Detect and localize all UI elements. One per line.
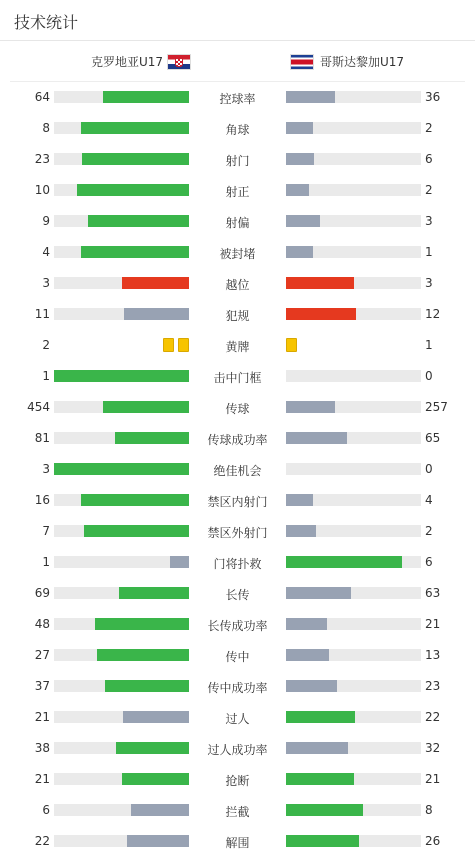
- away-stat-bar: [286, 525, 421, 537]
- away-stat-bar-fill: [286, 494, 313, 506]
- away-stat-value: 0: [425, 462, 433, 476]
- away-stat-value: 63: [425, 586, 441, 600]
- home-stat-value: 48: [34, 617, 50, 631]
- away-stat-bar: [286, 835, 421, 847]
- away-stat-value: 2: [425, 183, 433, 197]
- stat-label: 射门: [225, 154, 250, 168]
- away-stat-bar: [286, 215, 421, 227]
- home-stat-bar: [54, 742, 189, 754]
- stat-row: [0, 361, 475, 392]
- home-stat-value: 6: [42, 803, 50, 817]
- away-stat-value: 13: [425, 648, 441, 662]
- stat-label: 长传: [225, 588, 250, 602]
- home-stat-bar-fill: [103, 401, 189, 413]
- home-team[interactable]: [91, 53, 191, 70]
- home-stat-value: 11: [34, 307, 50, 321]
- away-stat-bar: [286, 463, 421, 475]
- away-stat-value: 0: [425, 369, 433, 383]
- home-stat-bar-fill: [124, 308, 189, 320]
- home-stat-bar: [54, 556, 189, 568]
- stats-list: [0, 82, 475, 857]
- home-stat-value: 1: [42, 369, 50, 383]
- home-stat-bar-fill: [81, 494, 189, 506]
- home-stat-bar-fill: [127, 835, 189, 847]
- away-stat-bar-fill: [286, 835, 359, 847]
- stat-row: [0, 702, 475, 733]
- away-stat-bar-fill: [286, 649, 329, 661]
- home-stat-bar-fill: [54, 463, 189, 475]
- away-stat-value: 2: [425, 524, 433, 538]
- stat-row: [0, 578, 475, 609]
- away-stat-bar-fill: [286, 122, 313, 134]
- teams-header: [10, 41, 465, 81]
- stat-label: 被封堵: [219, 247, 256, 261]
- away-stat-bar-fill: [286, 215, 320, 227]
- stat-row: [0, 144, 475, 175]
- away-stat-value: 21: [425, 617, 441, 631]
- home-stat-bar-fill: [119, 587, 189, 599]
- home-stat-bar: [54, 618, 189, 630]
- away-stat-bar: [286, 432, 421, 444]
- stat-label: 过人成功率: [207, 743, 268, 757]
- away-stat-bar-fill: [286, 91, 335, 103]
- home-stat-bar: [54, 463, 189, 475]
- home-yellow-cards: [163, 338, 189, 352]
- home-stat-bar-fill: [123, 711, 189, 723]
- home-stat-bar: [54, 184, 189, 196]
- away-stat-bar: [286, 618, 421, 630]
- home-stat-value: 27: [34, 648, 50, 662]
- croatia-flag-icon: [167, 54, 191, 70]
- home-stat-bar: [54, 711, 189, 723]
- away-stat-value: 6: [425, 555, 433, 569]
- stat-label: 禁区外射门: [207, 526, 268, 540]
- stat-label: 传中成功率: [207, 681, 268, 695]
- home-stat-bar-fill: [115, 432, 189, 444]
- home-stat-bar: [54, 432, 189, 444]
- stat-row: [0, 733, 475, 764]
- stat-row: [0, 826, 475, 857]
- away-stat-bar: [286, 556, 421, 568]
- away-stat-bar: [286, 122, 421, 134]
- home-stat-value: 7: [42, 524, 50, 538]
- home-stat-bar-fill: [97, 649, 189, 661]
- home-stat-value: 16: [34, 493, 50, 507]
- home-stat-bar: [54, 370, 189, 382]
- away-stat-bar-fill: [286, 153, 314, 165]
- away-stat-bar: [286, 370, 421, 382]
- home-stat-bar-fill: [54, 370, 189, 382]
- home-stat-bar: [54, 246, 189, 258]
- away-stat-value: 23: [425, 679, 441, 693]
- stat-label: 禁区内射门: [207, 495, 268, 509]
- stat-row: [0, 516, 475, 547]
- stat-row: [0, 237, 475, 268]
- away-stat-bar: [286, 277, 421, 289]
- stat-row: [0, 547, 475, 578]
- home-stat-bar-fill: [105, 680, 189, 692]
- away-stat-value: 8: [425, 803, 433, 817]
- page-title: 技术统计: [14, 13, 79, 32]
- home-stat-bar: [54, 308, 189, 320]
- stat-row: [0, 795, 475, 826]
- home-stat-bar-fill: [77, 184, 189, 196]
- away-stat-value: 2: [425, 121, 433, 135]
- stat-row: [0, 423, 475, 454]
- away-stat-bar-fill: [286, 277, 354, 289]
- away-yellow-cards: [286, 338, 297, 352]
- away-stat-bar: [286, 153, 421, 165]
- stat-label: 传球: [225, 402, 250, 416]
- home-stat-bar-fill: [122, 277, 190, 289]
- away-stat-value: 6: [425, 152, 433, 166]
- stat-row: [0, 330, 475, 361]
- away-stat-value: 1: [425, 245, 433, 259]
- costa-rica-flag-icon: [290, 54, 314, 70]
- yellow-card-icon: [178, 338, 189, 352]
- away-stat-value: 22: [425, 710, 441, 724]
- home-stat-value: 3: [42, 462, 50, 476]
- home-stat-value: 81: [34, 431, 50, 445]
- home-stat-value: 3: [42, 276, 50, 290]
- away-stat-value: 3: [425, 276, 433, 290]
- home-stat-bar: [54, 91, 189, 103]
- away-stat-bar: [286, 308, 421, 320]
- stat-row: [0, 485, 475, 516]
- away-team[interactable]: [290, 53, 404, 70]
- away-stat-bar-fill: [286, 308, 356, 320]
- home-stat-value: 4: [42, 245, 50, 259]
- away-stat-bar-fill: [286, 587, 351, 599]
- stat-row: [0, 609, 475, 640]
- stat-label: 击中门框: [213, 371, 262, 385]
- home-stat-bar-fill: [116, 742, 189, 754]
- stat-label: 射偏: [225, 216, 250, 230]
- home-stat-bar-fill: [122, 773, 190, 785]
- yellow-card-icon: [286, 338, 297, 352]
- stat-row: [0, 299, 475, 330]
- away-stat-value: 3: [425, 214, 433, 228]
- stat-label: 传中: [225, 650, 250, 664]
- home-stat-bar: [54, 680, 189, 692]
- away-stat-bar-fill: [286, 525, 316, 537]
- away-stat-value: 36: [425, 90, 441, 104]
- home-stat-value: 21: [34, 710, 50, 724]
- away-stat-bar: [286, 742, 421, 754]
- home-stat-value: 8: [42, 121, 50, 135]
- stat-label: 犯规: [225, 309, 250, 323]
- away-stat-bar: [286, 587, 421, 599]
- stat-row: [0, 82, 475, 113]
- home-stat-bar: [54, 587, 189, 599]
- away-stat-bar-fill: [286, 618, 327, 630]
- stat-row: [0, 113, 475, 144]
- away-stat-value: 21: [425, 772, 441, 786]
- home-stat-value: 23: [34, 152, 50, 166]
- away-stat-bar-fill: [286, 804, 363, 816]
- away-stat-value: 257: [425, 400, 448, 414]
- home-stat-bar-fill: [170, 556, 189, 568]
- home-stat-bar-fill: [81, 246, 189, 258]
- stat-label: 过人: [225, 712, 250, 726]
- home-stat-value: 10: [34, 183, 50, 197]
- home-stat-bar: [54, 773, 189, 785]
- home-stat-value: 1: [42, 555, 50, 569]
- home-stat-bar: [54, 649, 189, 661]
- home-stat-value: 37: [34, 679, 50, 693]
- stat-label: 越位: [225, 278, 250, 292]
- home-stat-bar-fill: [88, 215, 189, 227]
- away-stat-value: 32: [425, 741, 441, 755]
- away-stat-value: 12: [425, 307, 441, 321]
- away-stat-bar-fill: [286, 773, 354, 785]
- home-stat-value: 21: [34, 772, 50, 786]
- stat-row: [0, 640, 475, 671]
- away-stat-bar: [286, 711, 421, 723]
- home-stat-bar: [54, 153, 189, 165]
- away-stat-bar: [286, 246, 421, 258]
- away-stat-bar: [286, 773, 421, 785]
- home-stat-bar-fill: [131, 804, 189, 816]
- stat-label: 门将扑救: [213, 557, 262, 571]
- away-stat-bar-fill: [286, 184, 309, 196]
- stat-row: [0, 454, 475, 485]
- away-stat-value: 1: [425, 338, 433, 352]
- away-stat-value: 65: [425, 431, 441, 445]
- stat-label: 传球成功率: [207, 433, 268, 447]
- away-stat-bar: [286, 184, 421, 196]
- stat-label: 控球率: [219, 92, 256, 106]
- away-stat-bar: [286, 494, 421, 506]
- home-stat-bar: [54, 277, 189, 289]
- stat-row: [0, 764, 475, 795]
- home-stat-bar-fill: [103, 91, 189, 103]
- home-stat-value: 454: [27, 400, 50, 414]
- stat-label: 射正: [225, 185, 250, 199]
- away-stat-bar: [286, 804, 421, 816]
- home-stat-bar: [54, 122, 189, 134]
- stat-label: 解围: [225, 836, 250, 850]
- away-stat-value: 4: [425, 493, 433, 507]
- home-stat-bar: [54, 494, 189, 506]
- away-stat-bar: [286, 401, 421, 413]
- away-stat-bar-fill: [286, 246, 313, 258]
- home-stat-value: 64: [34, 90, 50, 104]
- home-stat-value: 2: [42, 338, 50, 352]
- home-stat-bar: [54, 401, 189, 413]
- stat-row: [0, 671, 475, 702]
- home-stat-bar-fill: [84, 525, 189, 537]
- home-stat-value: 69: [34, 586, 50, 600]
- yellow-card-icon: [163, 338, 174, 352]
- stat-label: 抢断: [225, 774, 250, 788]
- home-stat-bar: [54, 804, 189, 816]
- stat-row: [0, 392, 475, 423]
- away-stat-bar-fill: [286, 742, 348, 754]
- home-stat-value: 22: [34, 834, 50, 848]
- home-stat-bar: [54, 525, 189, 537]
- home-stat-bar-fill: [82, 153, 189, 165]
- home-stat-bar: [54, 835, 189, 847]
- stat-label: 绝佳机会: [213, 464, 262, 478]
- away-stat-bar-fill: [286, 556, 402, 568]
- away-stat-bar-fill: [286, 401, 335, 413]
- home-stat-bar-fill: [95, 618, 190, 630]
- stat-label: 黄牌: [225, 340, 250, 354]
- stat-row: [0, 206, 475, 237]
- stat-label: 拦截: [225, 805, 250, 819]
- home-team-name: 克罗地亚U17: [90, 55, 163, 69]
- home-stat-value: 9: [42, 214, 50, 228]
- stat-label: 长传成功率: [207, 619, 268, 633]
- away-stat-bar-fill: [286, 680, 337, 692]
- stat-row: [0, 175, 475, 206]
- away-stat-value: 26: [425, 834, 441, 848]
- away-stat-bar-fill: [286, 432, 347, 444]
- stat-label: 角球: [225, 123, 250, 137]
- away-team-name: 哥斯达黎加U17: [320, 55, 405, 69]
- away-stat-bar-fill: [286, 711, 355, 723]
- home-stat-value: 38: [34, 741, 50, 755]
- away-stat-bar: [286, 680, 421, 692]
- away-stat-bar: [286, 649, 421, 661]
- away-stat-bar: [286, 91, 421, 103]
- home-stat-bar-fill: [81, 122, 189, 134]
- home-stat-bar: [54, 215, 189, 227]
- stat-row: [0, 268, 475, 299]
